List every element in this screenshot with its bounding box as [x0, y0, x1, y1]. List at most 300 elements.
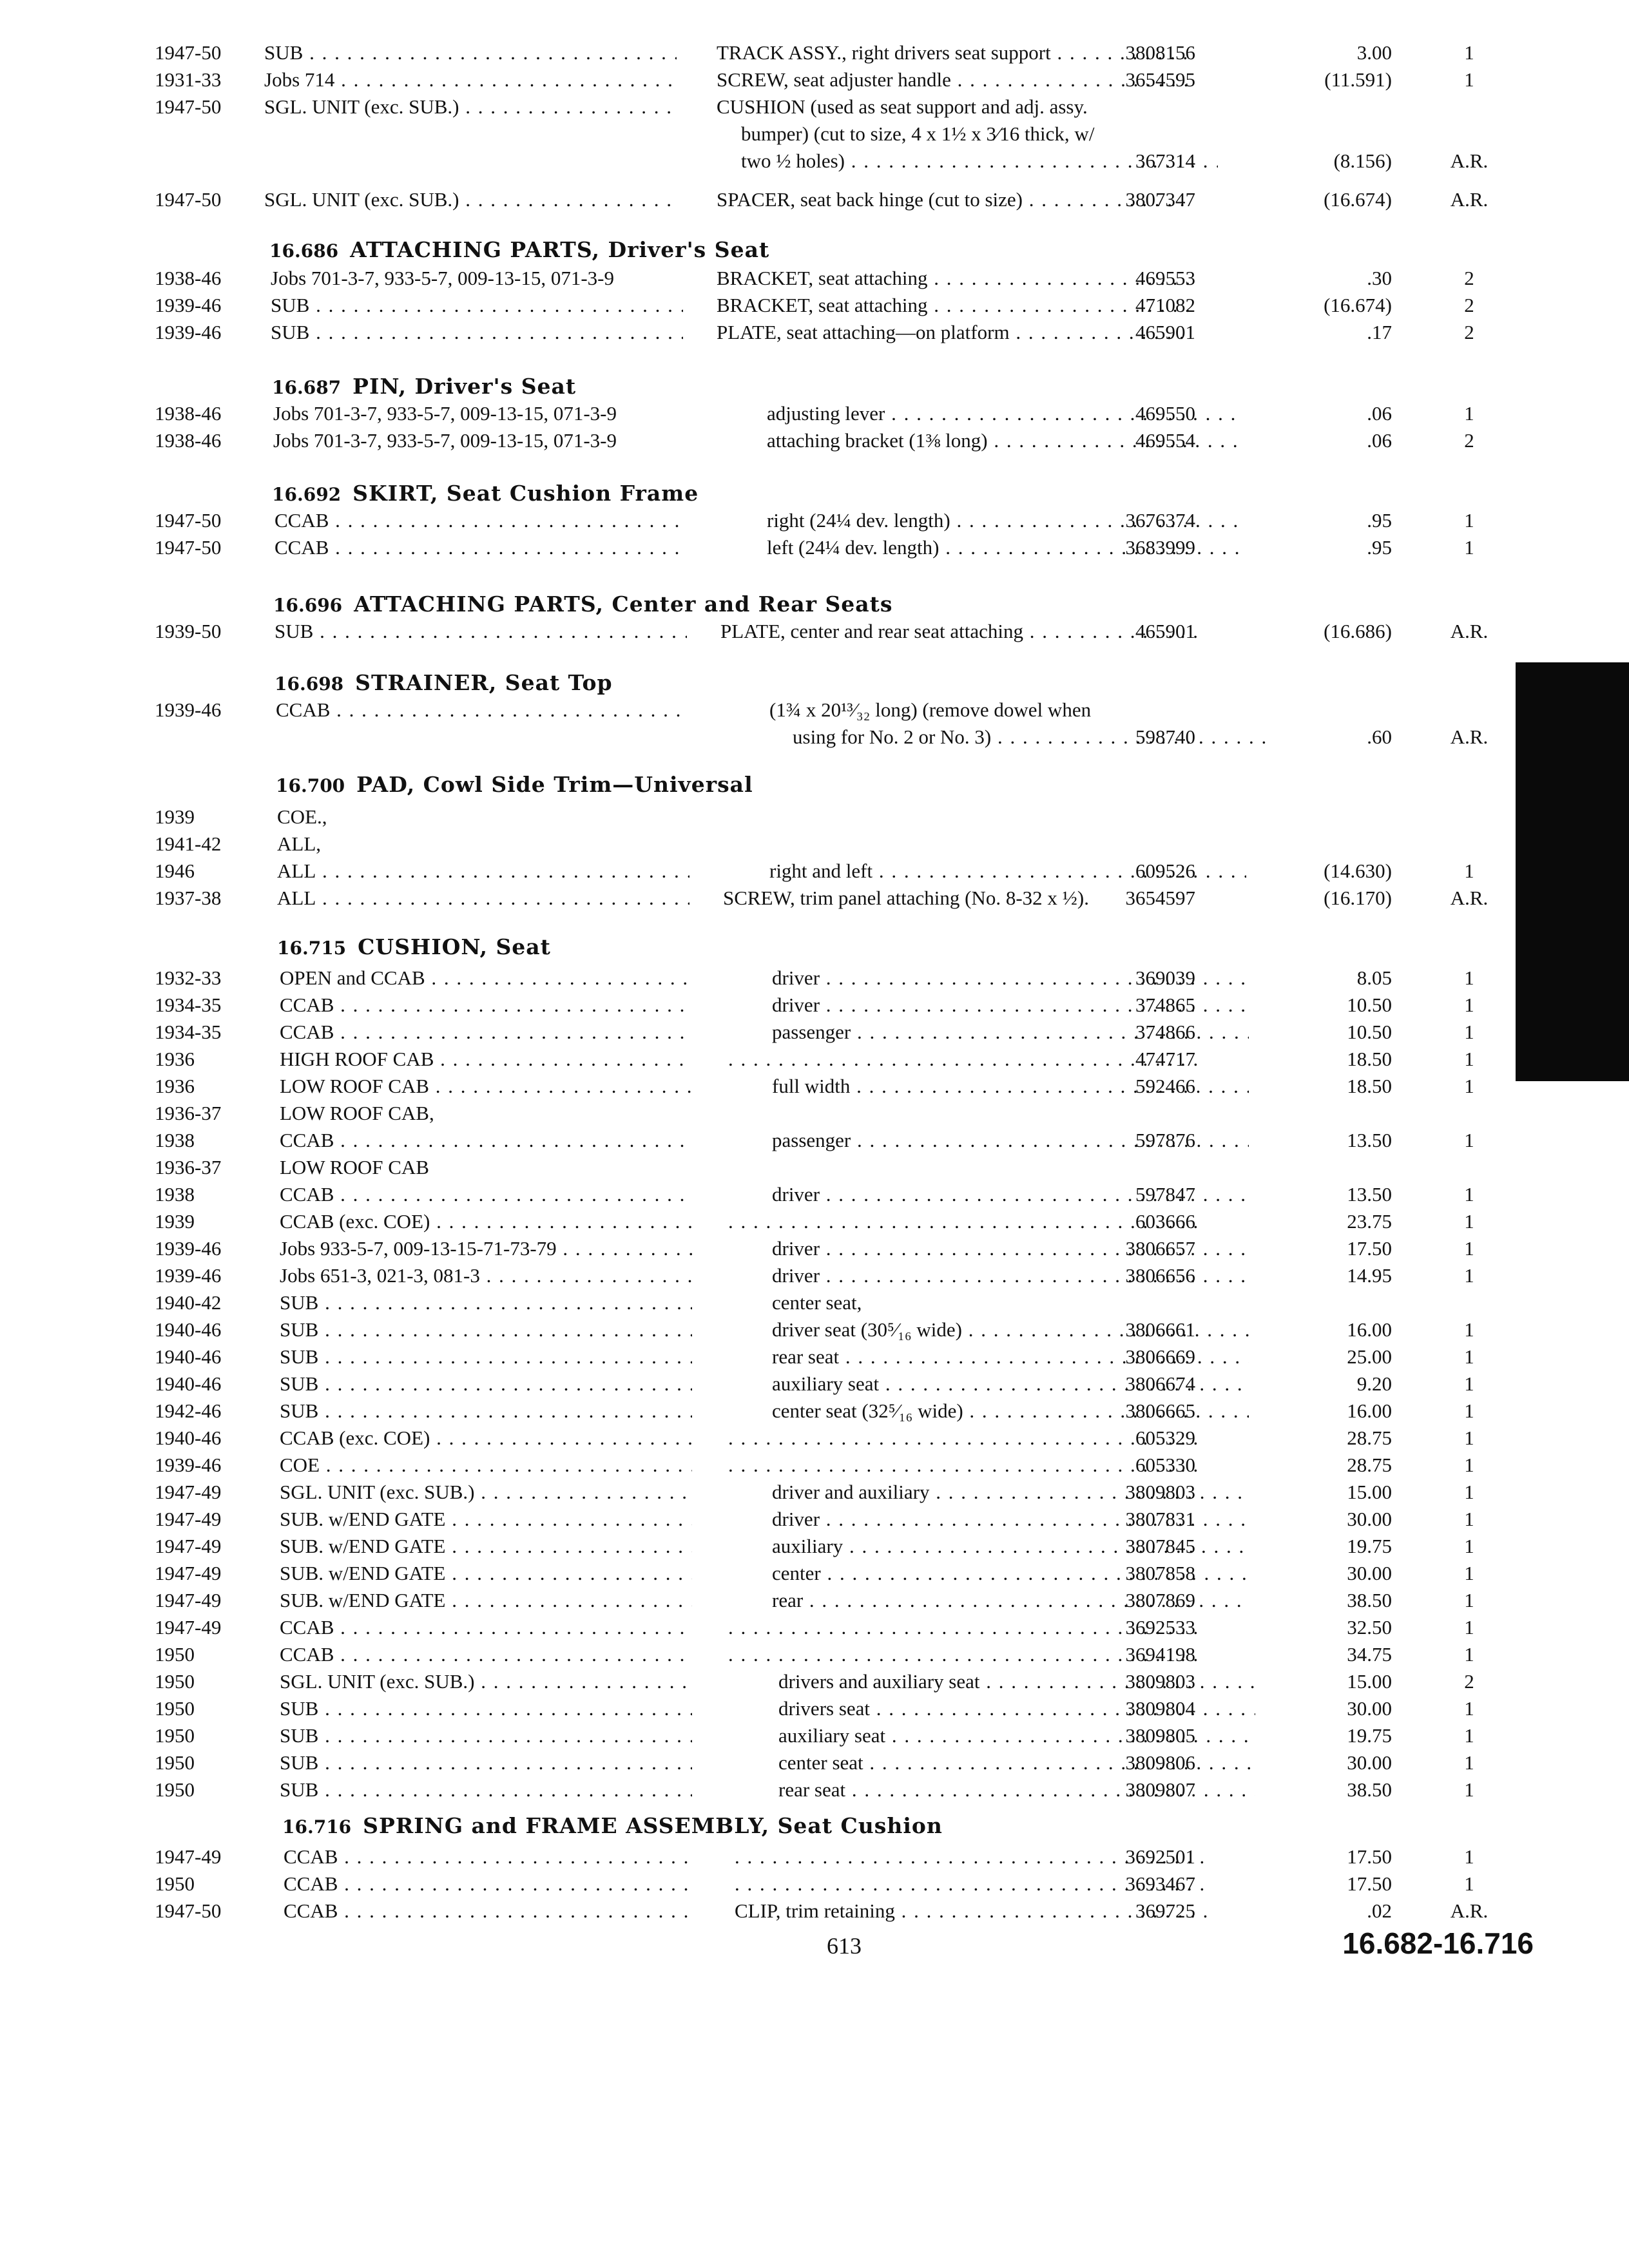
part-number: 3806656	[1125, 1264, 1195, 1287]
quantity: A.R.	[1450, 1899, 1489, 1922]
quantity: 1	[1464, 994, 1474, 1016]
parts-row	[0, 1479, 1547, 1505]
parts-row	[0, 1750, 1547, 1776]
section-heading	[272, 479, 699, 508]
model-years: 1947-49	[155, 1535, 222, 1557]
application: CCAB . . .	[275, 508, 687, 533]
description: passenger . . .	[772, 1128, 1249, 1153]
application: CCAB . . .	[280, 1019, 692, 1045]
description: CLIP, trim retaining . . .	[735, 1898, 1211, 1924]
model-years: 1947-49	[155, 1589, 222, 1611]
application: LOW ROOF CAB,	[280, 1102, 434, 1124]
description: drivers and auxiliary seat . . .	[778, 1669, 1255, 1695]
list-price: 9.20	[1356, 1372, 1392, 1395]
quantity: 1	[1464, 1616, 1474, 1639]
part-number: 374866	[1135, 1021, 1195, 1043]
parts-row	[0, 1073, 1547, 1099]
parts-row	[0, 1209, 1547, 1235]
list-price: 17.50	[1347, 1872, 1392, 1895]
parts-row	[0, 1236, 1547, 1262]
parts-row	[0, 1844, 1547, 1870]
application: SUB . . .	[280, 1344, 692, 1370]
list-price: 28.75	[1347, 1454, 1392, 1476]
application: SUB . . .	[264, 40, 677, 66]
model-years: 1936	[155, 1075, 195, 1097]
model-years: 1940-42	[155, 1291, 222, 1314]
model-years: 1950	[155, 1670, 195, 1693]
quantity: 1	[1464, 1508, 1474, 1530]
part-number: 3809804	[1125, 1697, 1195, 1720]
application: SUB . . .	[280, 1398, 692, 1424]
section-number: 16.686	[269, 240, 339, 262]
application: CCAB . . .	[280, 992, 692, 1018]
parts-row	[0, 1506, 1547, 1532]
model-years: 1936	[155, 1048, 195, 1070]
parts-row	[0, 1317, 1547, 1343]
application: SUB . . .	[280, 1723, 692, 1749]
parts-row	[0, 1155, 1547, 1180]
parts-row	[0, 1696, 1547, 1722]
application: CCAB (exc. COE) . . .	[280, 1425, 692, 1451]
list-price: 38.50	[1347, 1778, 1392, 1801]
application: LOW ROOF CAB . . .	[280, 1073, 692, 1099]
part-number: 374865	[1135, 994, 1195, 1016]
parts-row	[0, 1452, 1547, 1478]
application: ALL,	[277, 832, 322, 855]
parts-row	[0, 1046, 1547, 1072]
list-price: 17.50	[1347, 1237, 1392, 1260]
description: auxiliary seat . . .	[772, 1371, 1249, 1397]
quantity: 2	[1464, 1670, 1474, 1693]
quantity: 1	[1464, 1454, 1474, 1476]
parts-row	[0, 992, 1547, 1018]
part-number: 3807831	[1125, 1508, 1195, 1530]
description: driver . . .	[772, 965, 1249, 991]
part-number: 369725	[1135, 1899, 1195, 1922]
model-years: 1950	[155, 1751, 195, 1774]
quantity: 1	[1464, 1372, 1474, 1395]
quantity: A.R.	[1450, 188, 1489, 211]
parts-row	[0, 148, 1547, 174]
application: ALL . . .	[277, 858, 689, 884]
page-section-range: 16.682-16.716	[1342, 1927, 1534, 1960]
parts-row	[0, 1100, 1547, 1126]
description: driver . . .	[772, 1263, 1249, 1289]
application: Jobs 701-3-7, 933-5-7, 009-13-15, 071-3-9	[273, 402, 617, 425]
model-years: 1947-50	[155, 188, 222, 211]
application: SUB. w/END GATE . . .	[280, 1561, 692, 1586]
part-number: 469553	[1135, 267, 1195, 289]
description: center . . .	[772, 1561, 1249, 1586]
section-heading	[269, 236, 769, 264]
parts-row	[0, 1290, 1547, 1316]
list-price: 28.75	[1347, 1427, 1392, 1449]
application: SUB . . .	[280, 1371, 692, 1397]
application: SUB . . .	[280, 1750, 692, 1776]
quantity: 1	[1464, 1129, 1474, 1151]
model-years: 1950	[155, 1697, 195, 1720]
part-number: 367314	[1135, 149, 1195, 172]
part-number: 3809803	[1125, 1481, 1195, 1503]
model-years: 1938-46	[155, 429, 222, 452]
list-price: 15.00	[1347, 1670, 1392, 1693]
application: SUB . . .	[271, 320, 683, 345]
part-number: 3692533	[1125, 1616, 1195, 1639]
section-number: 16.700	[276, 775, 345, 796]
application: SGL. UNIT (exc. SUB.) . . .	[280, 1479, 692, 1505]
section-heading	[273, 590, 893, 619]
application: CCAB . . .	[284, 1871, 696, 1897]
part-number: 369039	[1135, 966, 1195, 989]
description: auxiliary . . .	[772, 1533, 1249, 1559]
list-price: 34.75	[1347, 1643, 1392, 1666]
list-price: .02	[1367, 1899, 1392, 1922]
parts-row	[0, 1019, 1547, 1045]
application: SUB . . .	[280, 1290, 692, 1316]
description: driver seat (30⁵⁄₁₆ wide) . . .	[772, 1317, 1249, 1343]
application: CCAB (exc. COE) . . .	[280, 1209, 692, 1235]
quantity: 1	[1464, 1778, 1474, 1801]
section-title: ATTACHING PARTS, Center and Rear Seats	[354, 591, 893, 617]
parts-row	[0, 1777, 1547, 1803]
quantity: 1	[1464, 402, 1474, 425]
description: passenger . . .	[772, 1019, 1249, 1045]
model-years: 1939	[155, 805, 195, 828]
parts-row	[0, 187, 1547, 213]
quantity: 1	[1464, 1643, 1474, 1666]
part-number: 465901	[1135, 620, 1195, 642]
parts-row	[0, 401, 1547, 427]
application: HIGH ROOF CAB . . .	[280, 1046, 692, 1072]
model-years: 1947-49	[155, 1845, 222, 1868]
section-heading	[275, 669, 613, 697]
part-number: 592466	[1135, 1075, 1195, 1097]
quantity: A.R.	[1450, 726, 1489, 748]
parts-row	[0, 965, 1547, 991]
parts-row	[0, 1371, 1547, 1397]
quantity: 2	[1464, 321, 1474, 343]
section-number: 16.716	[282, 1816, 352, 1838]
list-price: 17.50	[1347, 1845, 1392, 1868]
part-number: 3809807	[1125, 1778, 1195, 1801]
model-years: 1939-46	[155, 698, 222, 721]
quantity: A.R.	[1450, 620, 1489, 642]
list-price: 10.50	[1347, 994, 1392, 1016]
quantity: 1	[1464, 1427, 1474, 1449]
parts-row	[0, 1533, 1547, 1559]
application: SGL. UNIT (exc. SUB.) . . .	[264, 187, 677, 213]
list-price: .06	[1367, 429, 1392, 452]
description: right (24¼ dev. length) . . .	[767, 508, 1244, 533]
quantity: 1	[1464, 1021, 1474, 1043]
application: SUB. w/END GATE . . .	[280, 1588, 692, 1613]
description: adjusting lever . . .	[767, 401, 1244, 427]
section-number: 16.687	[272, 377, 342, 398]
list-price: (14.630)	[1324, 860, 1392, 882]
list-price: 19.75	[1347, 1535, 1392, 1557]
model-years: 1939-50	[155, 620, 222, 642]
section-title: STRAINER, Seat Top	[355, 670, 613, 695]
description: rear . . .	[772, 1588, 1249, 1613]
section-heading	[272, 372, 576, 401]
part-number: 3808156	[1125, 41, 1195, 64]
quantity: 1	[1464, 1872, 1474, 1895]
model-years: 1947-50	[155, 95, 222, 118]
parts-row	[0, 1263, 1547, 1289]
list-price: 16.00	[1347, 1399, 1392, 1422]
quantity: 1	[1464, 509, 1474, 532]
parts-row	[0, 1128, 1547, 1153]
part-number: 603666	[1135, 1210, 1195, 1233]
quantity: 1	[1464, 966, 1474, 989]
list-price: 30.00	[1347, 1508, 1392, 1530]
parts-row	[0, 724, 1547, 750]
quantity: A.R.	[1450, 887, 1489, 909]
part-number: 3806657	[1125, 1237, 1195, 1260]
application: SUB . . .	[271, 293, 683, 318]
model-years: 1941-42	[155, 832, 222, 855]
parts-row	[0, 1588, 1547, 1613]
model-years: 1947-49	[155, 1616, 222, 1639]
parts-row	[0, 508, 1547, 533]
list-price: 8.05	[1356, 966, 1392, 989]
application: Jobs 933-5-7, 009-13-15-71-73-79 . . .	[280, 1236, 692, 1262]
list-price: (16.674)	[1324, 294, 1392, 316]
list-price: 16.00	[1347, 1318, 1392, 1341]
section-title: PIN, Driver's Seat	[352, 374, 577, 399]
part-number: 474717	[1135, 1048, 1195, 1070]
list-price: 15.00	[1347, 1481, 1392, 1503]
application: CCAB . . .	[284, 1844, 696, 1870]
list-price: .06	[1367, 402, 1392, 425]
part-number: 3692501	[1125, 1845, 1195, 1868]
description: BRACKET, seat attaching . . .	[717, 265, 1193, 291]
quantity: 1	[1464, 1075, 1474, 1097]
application: SUB . . .	[280, 1696, 692, 1722]
application: CCAB . . .	[275, 535, 687, 561]
description: PLATE, center and rear seat attaching . . .	[720, 619, 1197, 644]
application: CCAB . . .	[280, 1615, 692, 1640]
part-number: 3676374	[1125, 509, 1195, 532]
model-years: 1938-46	[155, 402, 222, 425]
model-years: 1947-49	[155, 1508, 222, 1530]
part-number: 465901	[1135, 321, 1195, 343]
model-years: 1939-46	[155, 294, 222, 316]
list-price: 38.50	[1347, 1589, 1392, 1611]
description: driver . . .	[772, 1236, 1249, 1262]
model-years: 1947-50	[155, 1899, 222, 1922]
list-price: (16.674)	[1324, 188, 1392, 211]
application: Jobs 701-3-7, 933-5-7, 009-13-15, 071-3-9	[273, 429, 617, 452]
description: drivers seat . . .	[778, 1696, 1255, 1722]
application: SUB . . .	[280, 1777, 692, 1803]
model-years: 1947-50	[155, 41, 222, 64]
part-number: 3806669	[1125, 1345, 1195, 1368]
quantity: 1	[1464, 1399, 1474, 1422]
description: using for No. 2 or No. 3) . . .	[793, 724, 1269, 750]
description: auxiliary seat . . .	[778, 1723, 1255, 1749]
model-years: 1931-33	[155, 68, 222, 91]
application: Jobs 651-3, 021-3, 081-3 . . .	[280, 1263, 692, 1289]
parts-row	[0, 1182, 1547, 1207]
application: COE.,	[277, 805, 327, 828]
description: TRACK ASSY., right drivers seat support . . .	[717, 40, 1193, 66]
section-number: 16.696	[273, 595, 343, 616]
quantity: 1	[1464, 1845, 1474, 1868]
model-years: 1940-46	[155, 1372, 222, 1395]
section-number: 16.698	[275, 673, 344, 695]
model-years: 1940-46	[155, 1318, 222, 1341]
quantity: 1	[1464, 1697, 1474, 1720]
description: right and left . . .	[769, 858, 1246, 884]
list-price: 23.75	[1347, 1210, 1392, 1233]
application: CCAB . . .	[280, 1128, 692, 1153]
parts-row	[0, 121, 1547, 147]
section-heading	[282, 1812, 943, 1840]
section-title: ATTACHING PARTS, Driver's Seat	[350, 237, 770, 262]
parts-row	[0, 320, 1547, 345]
quantity: 1	[1464, 68, 1474, 91]
quantity: 1	[1464, 1535, 1474, 1557]
list-price: .95	[1367, 536, 1392, 559]
part-number: 469554	[1135, 429, 1195, 452]
parts-row	[0, 1398, 1547, 1424]
quantity: 1	[1464, 1751, 1474, 1774]
description: rear seat . . .	[772, 1344, 1249, 1370]
description: full width . . .	[772, 1073, 1249, 1099]
model-years: 1947-50	[155, 509, 222, 532]
quantity: 1	[1464, 1345, 1474, 1368]
list-price: 30.00	[1347, 1751, 1392, 1774]
model-years: 1950	[155, 1778, 195, 1801]
quantity: 2	[1464, 294, 1474, 316]
parts-row	[0, 831, 1547, 857]
part-number: 3807347	[1125, 188, 1195, 211]
part-number: 3654595	[1125, 68, 1195, 91]
part-number: 598740	[1135, 726, 1195, 748]
part-number: 3654597	[1125, 887, 1195, 909]
parts-row	[0, 67, 1547, 93]
list-price: 13.50	[1347, 1183, 1392, 1206]
description: two ½ holes) . . .	[741, 148, 1218, 174]
quantity: 1	[1464, 1237, 1474, 1260]
parts-row	[0, 94, 1547, 120]
model-years: 1936-37	[155, 1156, 222, 1178]
list-price: 30.00	[1347, 1562, 1392, 1584]
list-price: 30.00	[1347, 1697, 1392, 1720]
list-price: .60	[1367, 726, 1392, 748]
section-title: CUSHION, Seat	[358, 934, 551, 959]
quantity: 2	[1464, 429, 1474, 452]
quantity: 1	[1464, 1183, 1474, 1206]
quantity: A.R.	[1450, 149, 1489, 172]
application: COE . . .	[280, 1452, 692, 1478]
application: LOW ROOF CAB	[280, 1156, 429, 1178]
part-number: 597847	[1135, 1183, 1195, 1206]
model-years: 1950	[155, 1724, 195, 1747]
list-price: (8.156)	[1333, 149, 1392, 172]
parts-row	[0, 1669, 1547, 1695]
description: SPACER, seat back hinge (cut to size) . . .	[717, 187, 1193, 213]
quantity: 1	[1464, 1589, 1474, 1611]
model-years: 1938	[155, 1183, 195, 1206]
parts-row	[0, 1642, 1547, 1667]
quantity: 1	[1464, 1264, 1474, 1287]
section-heading	[276, 771, 753, 799]
model-years: 1938-46	[155, 267, 222, 289]
model-years: 1939-46	[155, 321, 222, 343]
parts-row	[0, 1425, 1547, 1451]
part-number: 3807845	[1125, 1535, 1195, 1557]
model-years: 1932-33	[155, 966, 222, 989]
model-years: 1940-46	[155, 1345, 222, 1368]
section-title: SKIRT, Seat Cushion Frame	[352, 481, 699, 506]
parts-row	[0, 428, 1547, 454]
description: driver . . .	[772, 1182, 1249, 1207]
description: PLATE, seat attaching—on platform . . .	[717, 320, 1193, 345]
application: SUB. w/END GATE . . .	[280, 1506, 692, 1532]
part-number: 3809803	[1125, 1670, 1195, 1693]
part-number: 471082	[1135, 294, 1195, 316]
application: CCAB . . .	[280, 1642, 692, 1667]
quantity: 2	[1464, 267, 1474, 289]
model-years: 1939-46	[155, 1264, 222, 1287]
quantity: 1	[1464, 1562, 1474, 1584]
parts-row	[0, 535, 1547, 561]
application: SGL. UNIT (exc. SUB.) . . .	[264, 94, 677, 120]
description: driver and auxiliary . . .	[772, 1479, 1249, 1505]
part-number: 3807869	[1125, 1589, 1195, 1611]
description: SCREW, seat adjuster handle . . .	[717, 67, 1193, 93]
application: OPEN and CCAB . . .	[280, 965, 692, 991]
part-number: 605330	[1135, 1454, 1195, 1476]
part-number: 3694198	[1125, 1643, 1195, 1666]
model-years: 1947-49	[155, 1562, 222, 1584]
list-price: .30	[1367, 267, 1392, 289]
part-number: 609526	[1135, 860, 1195, 882]
list-price: .95	[1367, 509, 1392, 532]
model-years: 1950	[155, 1643, 195, 1666]
list-price: 10.50	[1347, 1021, 1392, 1043]
description: center seat,	[772, 1291, 862, 1314]
parts-row	[0, 885, 1547, 911]
list-price: 14.95	[1347, 1264, 1392, 1287]
description: CUSHION (used as seat support and adj. assy.	[717, 95, 1088, 118]
application: CCAB . . .	[276, 697, 688, 723]
model-years: 1939-46	[155, 1237, 222, 1260]
description: SCREW, trim panel attaching (No. 8-32 x ½).	[723, 887, 1089, 909]
description: bumper) (cut to size, 4 x 1½ x 3⁄16 thick, w/	[741, 122, 1095, 145]
list-price: (16.686)	[1324, 620, 1392, 642]
parts-row	[0, 1871, 1547, 1897]
model-years: 1936-37	[155, 1102, 222, 1124]
model-years: 1947-50	[155, 536, 222, 559]
quantity: 1	[1464, 536, 1474, 559]
part-number: 3806665	[1125, 1399, 1195, 1422]
quantity: 1	[1464, 41, 1474, 64]
application: Jobs 701-3-7, 933-5-7, 009-13-15, 071-3-9	[271, 267, 614, 289]
model-years: 1937-38	[155, 887, 222, 909]
part-number: 3806674	[1125, 1372, 1195, 1395]
part-number: 3683999	[1125, 536, 1195, 559]
description: (1¾ x 20¹³⁄₃₂ long) (remove dowel when	[769, 698, 1092, 721]
quantity: 1	[1464, 1048, 1474, 1070]
list-price: 19.75	[1347, 1724, 1392, 1747]
model-years: 1939-46	[155, 1454, 222, 1476]
description: BRACKET, seat attaching . . .	[717, 293, 1193, 318]
description: left (24¼ dev. length) . . .	[767, 535, 1244, 561]
application: Jobs 714 . . .	[264, 67, 677, 93]
